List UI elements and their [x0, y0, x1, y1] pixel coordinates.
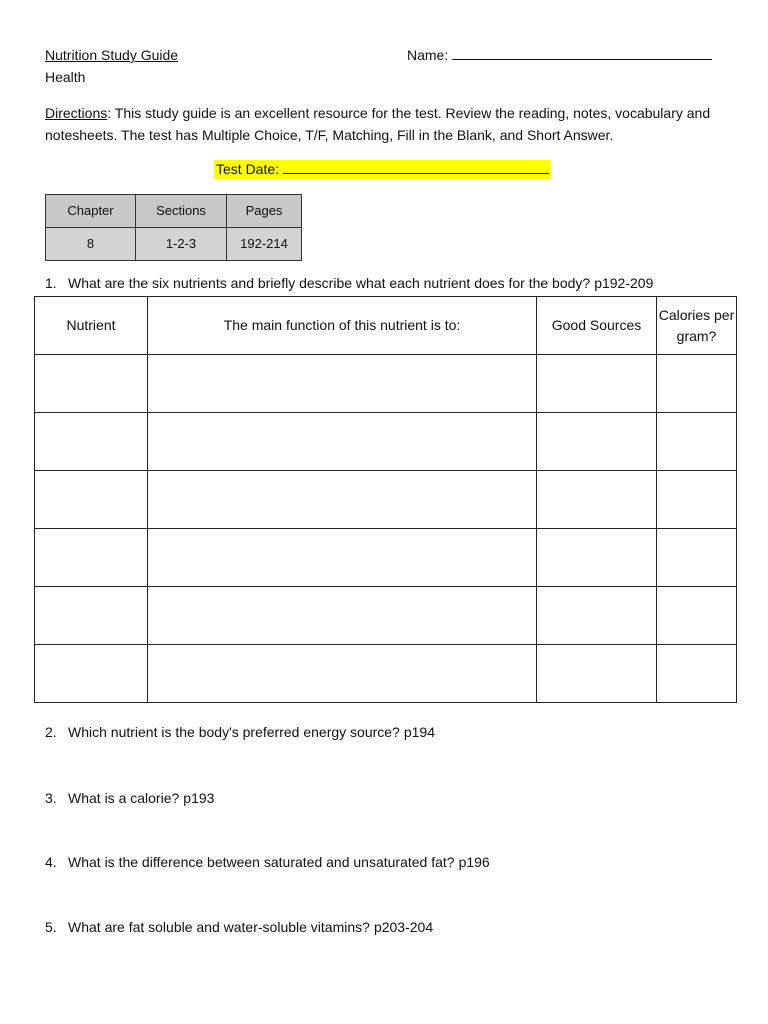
table-row — [35, 355, 737, 413]
calories-cell[interactable] — [657, 355, 737, 413]
table-row — [35, 529, 737, 587]
table-row — [35, 587, 737, 645]
nutrient-table-header — [35, 297, 737, 355]
question-2-page-ref: p194 — [403, 724, 435, 740]
question-2-number: 2. — [45, 724, 57, 740]
subject-label: Health — [45, 69, 86, 85]
question-3-page-ref: p193 — [183, 790, 215, 806]
sources-cell[interactable] — [537, 645, 657, 703]
sources-cell[interactable] — [537, 529, 657, 587]
question-3-text: What is a calorie? — [68, 790, 180, 806]
header-pages: Pages — [227, 195, 302, 228]
question-4 — [45, 854, 490, 871]
name-blank-line[interactable] — [452, 47, 712, 60]
header-nutrient: Nutrient — [35, 297, 148, 355]
question-5-text: What are fat soluble and water-soluble vitamins? — [68, 919, 370, 935]
question-4-number: 4. — [45, 854, 57, 870]
question-5 — [45, 919, 433, 936]
nutrient-cell[interactable] — [35, 471, 148, 529]
name-label: Name: — [407, 47, 449, 63]
question-5-page-ref: p203-204 — [373, 919, 434, 935]
nutrient-cell[interactable] — [35, 645, 148, 703]
question-3-number: 3. — [45, 790, 57, 806]
name-field[interactable] — [407, 47, 712, 64]
function-cell[interactable] — [148, 645, 537, 703]
nutrient-table — [34, 296, 737, 703]
nutrient-cell[interactable] — [35, 413, 148, 471]
test-date-blank-line[interactable] — [283, 161, 549, 174]
function-cell[interactable] — [148, 587, 537, 645]
calories-cell[interactable] — [657, 529, 737, 587]
table-row — [35, 413, 737, 471]
function-cell[interactable] — [148, 355, 537, 413]
question-1-page-ref: p192-209 — [594, 275, 654, 291]
function-cell[interactable] — [148, 529, 537, 587]
cell-chapter: 8 — [46, 228, 136, 261]
directions-label: Directions — [45, 105, 108, 121]
test-date-label: Test Date: — [216, 161, 280, 177]
cell-pages: 192-214 — [227, 228, 302, 261]
sources-cell[interactable] — [537, 355, 657, 413]
question-2-text: Which nutrient is the body's preferred energy source? — [68, 724, 400, 740]
table-row — [35, 471, 737, 529]
reference-data-row — [46, 228, 302, 261]
calories-cell[interactable] — [657, 471, 737, 529]
reference-header-row — [46, 195, 302, 228]
calories-cell[interactable] — [657, 645, 737, 703]
cell-sections: 1-2-3 — [136, 228, 227, 261]
header-sections: Sections — [136, 195, 227, 228]
header-calories-per-gram: Calories per gram? — [657, 297, 737, 355]
function-cell[interactable] — [148, 471, 537, 529]
question-4-text: What is the difference between saturated and unsaturated fat? — [68, 854, 455, 870]
nutrient-cell[interactable] — [35, 355, 148, 413]
function-cell[interactable] — [148, 413, 537, 471]
test-date-field[interactable] — [214, 160, 551, 179]
directions-line-1 — [45, 105, 710, 122]
nutrient-cell[interactable] — [35, 587, 148, 645]
chapter-reference-table — [45, 194, 302, 261]
sources-cell[interactable] — [537, 587, 657, 645]
calories-cell[interactable] — [657, 587, 737, 645]
sources-cell[interactable] — [537, 471, 657, 529]
question-2 — [45, 724, 435, 741]
document-title: Nutrition Study Guide — [45, 47, 179, 63]
question-1-text: What are the six nutrients and briefly describe what each nutrient does for the body? — [68, 275, 591, 291]
directions-line-2: notesheets. The test has Multiple Choice, T/F, Matching, Fill in the Blank, and Short Answer. — [45, 127, 614, 143]
question-5-number: 5. — [45, 919, 57, 935]
header-chapter: Chapter — [46, 195, 136, 228]
table-row — [35, 645, 737, 703]
calories-cell[interactable] — [657, 413, 737, 471]
question-3 — [45, 790, 214, 807]
header-main-function: The main function of this nutrient is to: — [148, 297, 537, 355]
question-1-number: 1. — [45, 275, 57, 291]
nutrient-cell[interactable] — [35, 529, 148, 587]
directions-text-1: : This study guide is an excellent resource for the test. Review the reading, notes, vocabulary and — [107, 105, 711, 121]
header-good-sources: Good Sources — [537, 297, 657, 355]
question-4-page-ref: p196 — [458, 854, 490, 870]
question-1 — [45, 275, 653, 292]
sources-cell[interactable] — [537, 413, 657, 471]
